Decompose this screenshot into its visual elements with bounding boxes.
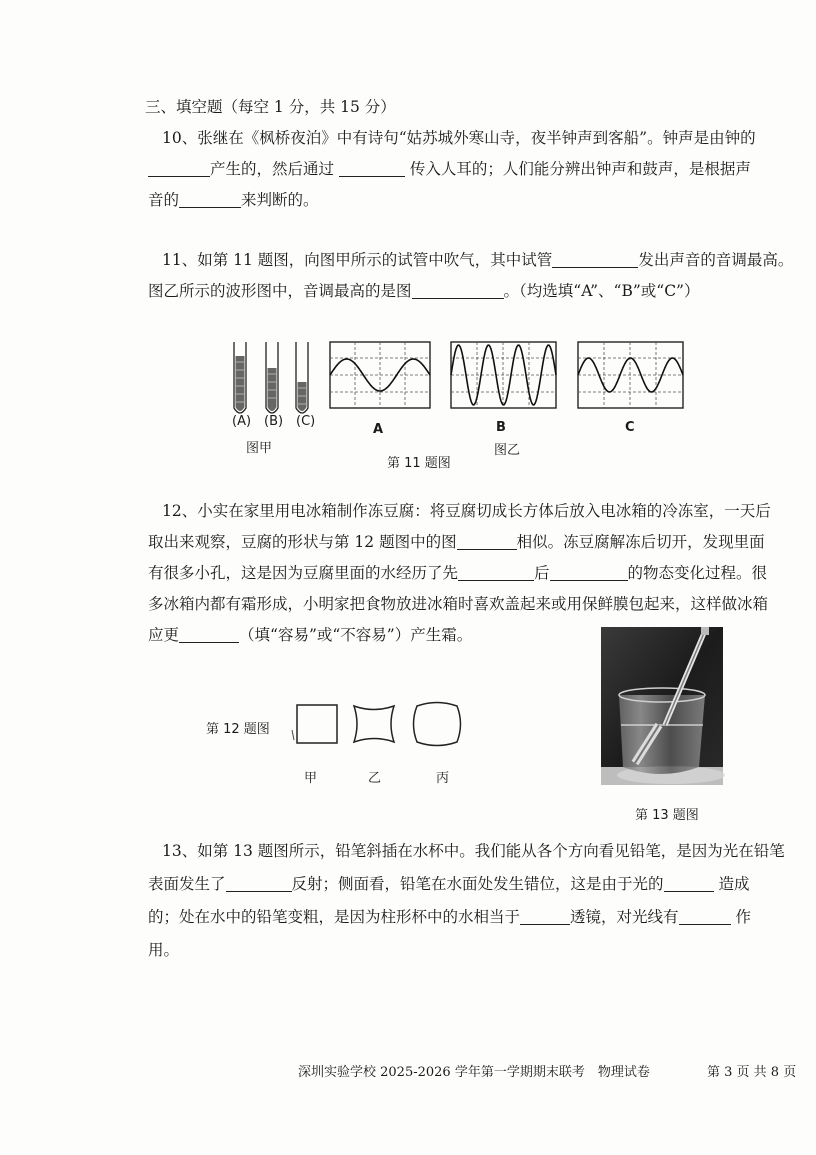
q10-text: 传入人耳的；人们能分辨出钟声和鼓声，是根据声	[409, 160, 751, 178]
q12-blank-1[interactable]	[457, 534, 517, 551]
wave-label-c: C	[625, 420, 635, 435]
q13-blank-4[interactable]	[679, 909, 731, 926]
q11-text: 11、如第 11 题图，向图甲所示的试管中吹气，其中试管	[162, 251, 553, 269]
q12-blank-3[interactable]	[550, 565, 628, 582]
q10-line1: 10、张继在《枫桥夜泊》中有诗句“姑苏城外寒山寺，夜半钟声到客船”。钟声是由钟的	[162, 129, 756, 147]
q12-line3	[148, 561, 767, 583]
q12-text: 相似。冻豆腐解冻后切开，发现里面	[516, 533, 765, 551]
figure-13-caption: 第 13 题图	[635, 808, 699, 823]
q12-line2	[148, 530, 765, 552]
waveform-c	[578, 342, 688, 412]
q13-blank-3[interactable]	[520, 909, 570, 926]
q11-text: 。（均选填“A”、“B”或“C”）	[503, 282, 700, 300]
q11-line2	[148, 279, 699, 301]
q12-text: 后	[534, 564, 550, 582]
q13-line1: 13、如第 13 题图所示，铅笔斜插在水杯中。我们能从各个方向看见铅笔，是因为光在铅笔	[162, 842, 785, 860]
q13-line2	[148, 872, 749, 894]
pencil-in-glass-photo	[601, 627, 723, 785]
q13-text: 的；处在水中的铅笔变粗，是因为柱形杯中的水相当于	[148, 908, 521, 926]
q10-line2	[148, 157, 751, 179]
waveform-a	[330, 342, 440, 412]
q10-text: 产生的，然后通过	[210, 160, 335, 178]
shape-label-bing: 丙	[436, 771, 450, 786]
q10-text: 音的	[148, 191, 180, 209]
fig-yi-label: 图乙	[494, 443, 521, 458]
q11-line1	[162, 248, 793, 270]
section-title: 三、填空题（每空 1 分，共 15 分）	[145, 98, 396, 116]
q10-blank-1[interactable]	[148, 161, 210, 178]
wave-label-b: B	[496, 420, 506, 435]
q11-text: 发出声音的音调最高。	[638, 251, 794, 269]
q12-text: 的物态变化过程。很	[627, 564, 768, 582]
tube-label-c: (C)	[296, 414, 316, 429]
tube-label-b: (B)	[264, 414, 284, 429]
q13-text: 反射；侧面看，铅笔在水面处发生错位，这是由于光的	[291, 875, 664, 893]
q13-blank-1[interactable]	[226, 876, 292, 893]
q13-text: 透镜，对光线有	[570, 908, 679, 926]
q12-text: （填“容易”或“不容易”）产生霜。	[239, 626, 473, 644]
q12-line5	[148, 623, 472, 645]
q11-blank-2[interactable]	[412, 283, 504, 300]
fig-jia-label: 图甲	[246, 441, 273, 456]
shape-yi	[354, 706, 394, 742]
q11-text: 图乙所示的波形图中，音调最高的是图	[148, 282, 412, 300]
figure-11-caption: 第 11 题图	[387, 456, 451, 471]
q12-line4: 多冰箱内都有霜形成，小明家把食物放进冰箱时喜欢盖起来或用保鲜膜包起来，这样做冰箱	[148, 595, 769, 613]
q10-line3	[148, 188, 319, 210]
q11-blank-1[interactable]	[552, 252, 638, 269]
q10-blank-3[interactable]	[179, 192, 241, 209]
shape-label-jia: 甲	[304, 771, 318, 786]
tofu-shapes-figure	[290, 700, 480, 760]
q13-line4: 用。	[148, 941, 180, 959]
q13-text: 表面发生了	[148, 875, 226, 893]
q10-text: 来判断的。	[241, 191, 319, 209]
shape-bing	[414, 703, 461, 746]
tube-label-a: (A)	[232, 414, 252, 429]
q12-text: 取出来观察，豆腐的形状与第 12 题图中的图	[148, 533, 457, 551]
page-number: 第 3 页 共 8 页	[707, 1065, 797, 1080]
q12-line1: 12、小实在家里用电冰箱制作冻豆腐：将豆腐切成长方体后放入电冰箱的冷冻室，一天后	[162, 502, 771, 520]
shape-label-yi: 乙	[368, 771, 382, 786]
wave-label-a: A	[373, 422, 384, 437]
shape-jia	[297, 705, 337, 743]
waveform-b	[451, 342, 561, 412]
q13-line3	[148, 905, 751, 927]
q10-blank-2[interactable]	[339, 161, 405, 178]
q13-text: 造成	[718, 875, 750, 893]
q13-text: 作	[735, 908, 751, 926]
q12-text: 有很多小孔，这是因为豆腐里面的水经历了先	[148, 564, 459, 582]
q12-text: 应更	[148, 626, 180, 644]
q13-blank-2[interactable]	[664, 876, 714, 893]
footer-title: 深圳实验学校 2025-2026 学年第一学期期末联考 物理试卷	[298, 1065, 650, 1080]
figure-12-label: 第 12 题图	[206, 722, 270, 737]
q12-blank-2[interactable]	[458, 565, 534, 582]
q12-blank-4[interactable]	[179, 627, 239, 644]
